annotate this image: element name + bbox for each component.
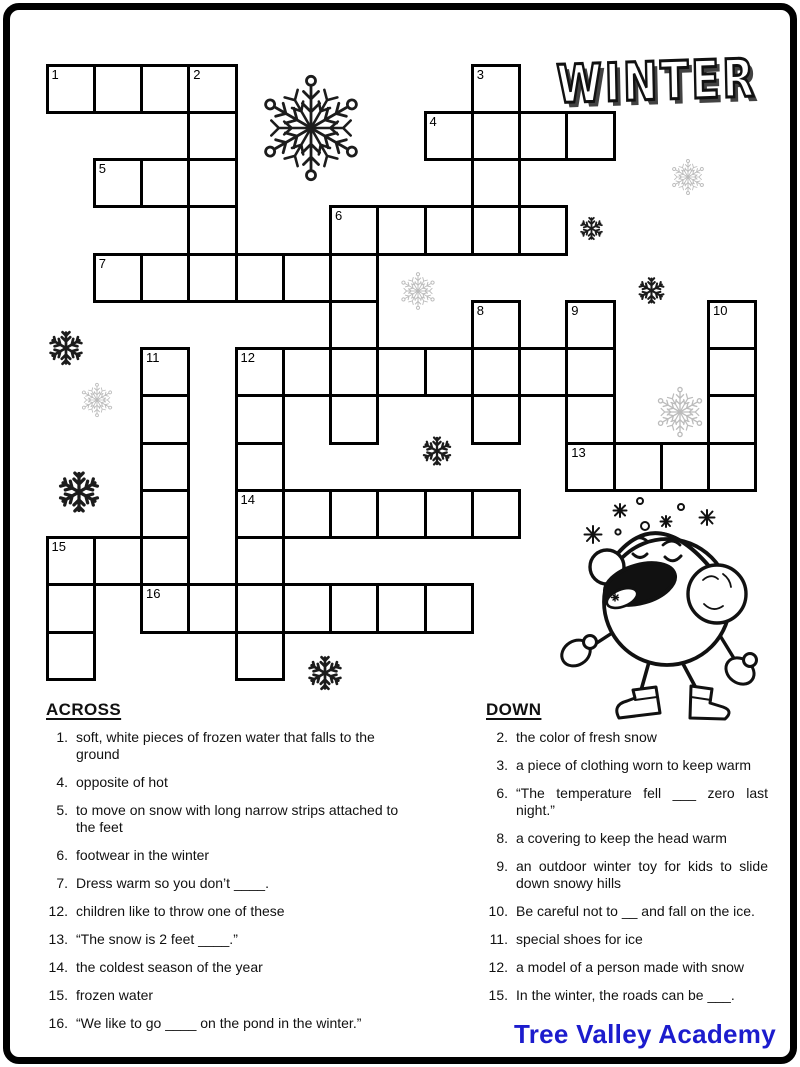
clue-text: special shoes for ice [516, 931, 643, 947]
clue-number: 2. [496, 729, 508, 745]
grid-cell[interactable] [329, 347, 379, 397]
clue-text: a covering to keep the head warm [516, 830, 727, 846]
grid-cell[interactable] [613, 442, 663, 492]
clue-text: a model of a person made with snow [516, 959, 745, 975]
clue-text: the coldest season of the year [76, 959, 263, 975]
grid-cell[interactable] [235, 442, 285, 492]
grid-cell[interactable] [471, 347, 521, 397]
clue-number: 12. [488, 959, 508, 975]
grid-cell[interactable] [565, 111, 615, 161]
snowflake-icon [305, 653, 345, 693]
snowflake-icon [78, 381, 116, 419]
grid-cell[interactable] [187, 158, 237, 208]
grid-cell[interactable] [140, 583, 190, 633]
clue-number: 8. [496, 830, 508, 846]
clue-number: 15. [488, 987, 508, 1003]
down-clue-item [484, 729, 768, 746]
cell-number: 15 [51, 539, 66, 554]
grid-cell[interactable] [424, 583, 474, 633]
grid-cell[interactable] [518, 111, 568, 161]
grid-cell[interactable] [235, 253, 285, 303]
grid-cell[interactable] [282, 347, 332, 397]
snowflake-icon [397, 270, 439, 312]
cell-number: 5 [98, 161, 106, 176]
cell-number: 9 [571, 302, 579, 318]
grid-cell[interactable] [707, 300, 757, 350]
clue-text: the color of fresh snow [516, 729, 657, 745]
clue-number: 4. [56, 774, 68, 790]
grid-cell[interactable] [329, 583, 379, 633]
snowflake-icon [652, 384, 708, 440]
down-clue-item [484, 987, 768, 1004]
grid-cell[interactable] [282, 253, 332, 303]
grid-cell[interactable] [565, 300, 615, 350]
grid-cell[interactable] [707, 347, 757, 397]
down-clue-item [484, 931, 768, 948]
snowflake-icon [668, 157, 708, 197]
clue-number: 6. [56, 847, 68, 863]
grid-cell[interactable] [140, 347, 190, 397]
across-clue-item [44, 959, 420, 976]
grid-cell[interactable] [140, 442, 190, 492]
cell-number: 3 [476, 66, 484, 82]
grid-cell[interactable] [140, 64, 190, 114]
grid-cell[interactable] [187, 205, 237, 255]
down-clue-item [484, 785, 768, 819]
grid-cell[interactable] [376, 347, 426, 397]
cell-number: 8 [476, 302, 484, 318]
grid-cell[interactable] [140, 536, 190, 586]
sparkles-icon [585, 498, 715, 543]
clue-text: frozen water [76, 987, 154, 1003]
grid-cell[interactable] [93, 158, 143, 208]
grid-cell[interactable] [46, 631, 96, 681]
grid-cell[interactable] [46, 583, 96, 633]
snowflake-icon [636, 275, 667, 306]
cell-number: 14 [240, 491, 255, 507]
cell-number: 13 [571, 444, 586, 460]
clue-number: 7. [56, 875, 68, 891]
clue-text: a piece of clothing worn to keep warm [516, 757, 752, 773]
grid-cell[interactable] [329, 300, 379, 350]
clue-number: 5. [56, 802, 68, 818]
grid-cell[interactable] [93, 64, 143, 114]
grid-cell[interactable] [93, 253, 143, 303]
clue-text: an outdoor winter toy for kids to slide down snowy hills [516, 858, 768, 891]
brand-wordmark: Tree Valley Academy [513, 1019, 776, 1049]
grid-cell[interactable] [660, 442, 710, 492]
clue-text: Be careful not to __ and fall on the ice. [516, 903, 755, 919]
grid-cell[interactable] [235, 631, 285, 681]
grid-cell[interactable] [140, 394, 190, 444]
grid-cell[interactable] [376, 205, 426, 255]
clue-text: In the winter, the roads can be ___. [516, 987, 735, 1003]
down-heading: DOWN [486, 700, 542, 719]
across-clue-item [44, 903, 420, 920]
across-clues-section [44, 700, 420, 1043]
grid-cell[interactable] [187, 64, 237, 114]
down-clue-item [484, 858, 768, 892]
grid-cell[interactable] [565, 394, 615, 444]
clue-number: 6. [496, 785, 508, 801]
grid-cell[interactable] [235, 347, 285, 397]
across-heading: ACROSS [46, 700, 122, 719]
cell-number: 7 [98, 255, 106, 271]
clue-number: 12. [48, 903, 68, 919]
grid-cell[interactable] [471, 64, 521, 114]
clue-number: 13. [48, 931, 68, 947]
grid-cell[interactable] [187, 583, 237, 633]
grid-cell[interactable] [187, 111, 237, 161]
grid-cell[interactable] [471, 394, 521, 444]
grid-cell[interactable] [376, 489, 426, 539]
clue-text: “We like to go ____ on the pond in the winter.” [76, 1015, 362, 1031]
grid-cell[interactable] [140, 489, 190, 539]
across-clue-item [44, 802, 420, 836]
cell-number: 2 [193, 66, 201, 82]
cell-number: 1 [51, 66, 59, 82]
grid-cell[interactable] [46, 64, 96, 114]
clue-text: to move on snow with long narrow strips attached to the feet [76, 802, 399, 835]
grid-cell[interactable] [329, 253, 379, 303]
clue-text: soft, white pieces of frozen water that falls to the ground [76, 729, 375, 762]
clue-number: 9. [496, 858, 508, 874]
down-clues-section [484, 700, 768, 1015]
grid-cell[interactable] [518, 205, 568, 255]
grid-cell[interactable] [329, 394, 379, 444]
grid-cell[interactable] [424, 205, 474, 255]
grid-cell[interactable] [376, 583, 426, 633]
down-clue-item [484, 903, 768, 920]
grid-cell[interactable] [235, 536, 285, 586]
grid-cell[interactable] [471, 111, 521, 161]
grid-cell[interactable] [471, 205, 521, 255]
clue-text: children like to throw one of these [76, 903, 285, 919]
clue-text: opposite of hot [76, 774, 168, 790]
grid-cell[interactable] [707, 442, 757, 492]
snowflake-icon [55, 468, 103, 516]
across-clue-item [44, 931, 420, 948]
snowflake-icon [252, 69, 370, 187]
snowflake-icon [46, 328, 86, 368]
grid-cell[interactable] [471, 489, 521, 539]
grid-cell[interactable] [46, 536, 96, 586]
grid-cell[interactable] [235, 583, 285, 633]
clue-number: 3. [496, 757, 508, 773]
clue-number: 15. [48, 987, 68, 1003]
page-title: WINTER [556, 47, 758, 116]
grid-cell[interactable] [424, 347, 474, 397]
cell-number: 11 [146, 350, 160, 365]
grid-cell[interactable] [282, 583, 332, 633]
cell-number: 10 [713, 302, 728, 318]
grid-cell[interactable] [518, 347, 568, 397]
grid-cell[interactable] [471, 300, 521, 350]
across-clue-list [44, 729, 420, 1032]
across-clue-item [44, 1015, 420, 1032]
grid-cell[interactable] [187, 253, 237, 303]
clue-text: footwear in the winter [76, 847, 210, 863]
cell-number: 4 [429, 113, 437, 129]
clue-number: 11. [489, 931, 508, 947]
across-clue-item [44, 774, 420, 791]
down-clue-list [484, 729, 768, 1004]
down-clue-item [484, 959, 768, 976]
cell-number: 6 [335, 208, 343, 224]
clue-text: Dress warm so you don’t ____. [76, 875, 269, 891]
grid-cell[interactable] [565, 442, 615, 492]
clue-number: 14. [48, 959, 68, 975]
snowflake-icon [578, 215, 605, 242]
grid-cell[interactable] [471, 158, 521, 208]
clue-text: “The temperature fell ___ zero last night.” [516, 785, 768, 818]
down-clue-item [484, 757, 768, 774]
across-clue-item [44, 875, 420, 892]
snowflake-icon [420, 434, 454, 468]
clue-number: 1. [56, 729, 68, 745]
grid-cell[interactable] [93, 536, 143, 586]
down-clue-item [484, 830, 768, 847]
grid-cell[interactable] [235, 489, 285, 539]
across-clue-item [44, 729, 420, 763]
clue-number: 10. [488, 903, 508, 919]
grid-cell[interactable] [140, 158, 190, 208]
cell-number: 16 [146, 586, 161, 602]
grid-cell[interactable] [140, 253, 190, 303]
grid-cell[interactable] [424, 111, 474, 161]
clue-text: “The snow is 2 feet ____.” [76, 931, 238, 947]
grid-cell[interactable] [707, 394, 757, 444]
grid-cell[interactable] [565, 347, 615, 397]
grid-cell[interactable] [282, 489, 332, 539]
grid-cell[interactable] [424, 489, 474, 539]
across-clue-item [44, 847, 420, 864]
grid-cell[interactable] [329, 489, 379, 539]
grid-cell[interactable] [329, 205, 379, 255]
across-clue-item [44, 987, 420, 1004]
cell-number: 12 [240, 350, 255, 365]
grid-cell[interactable] [235, 394, 285, 444]
clue-number: 16. [48, 1015, 68, 1031]
